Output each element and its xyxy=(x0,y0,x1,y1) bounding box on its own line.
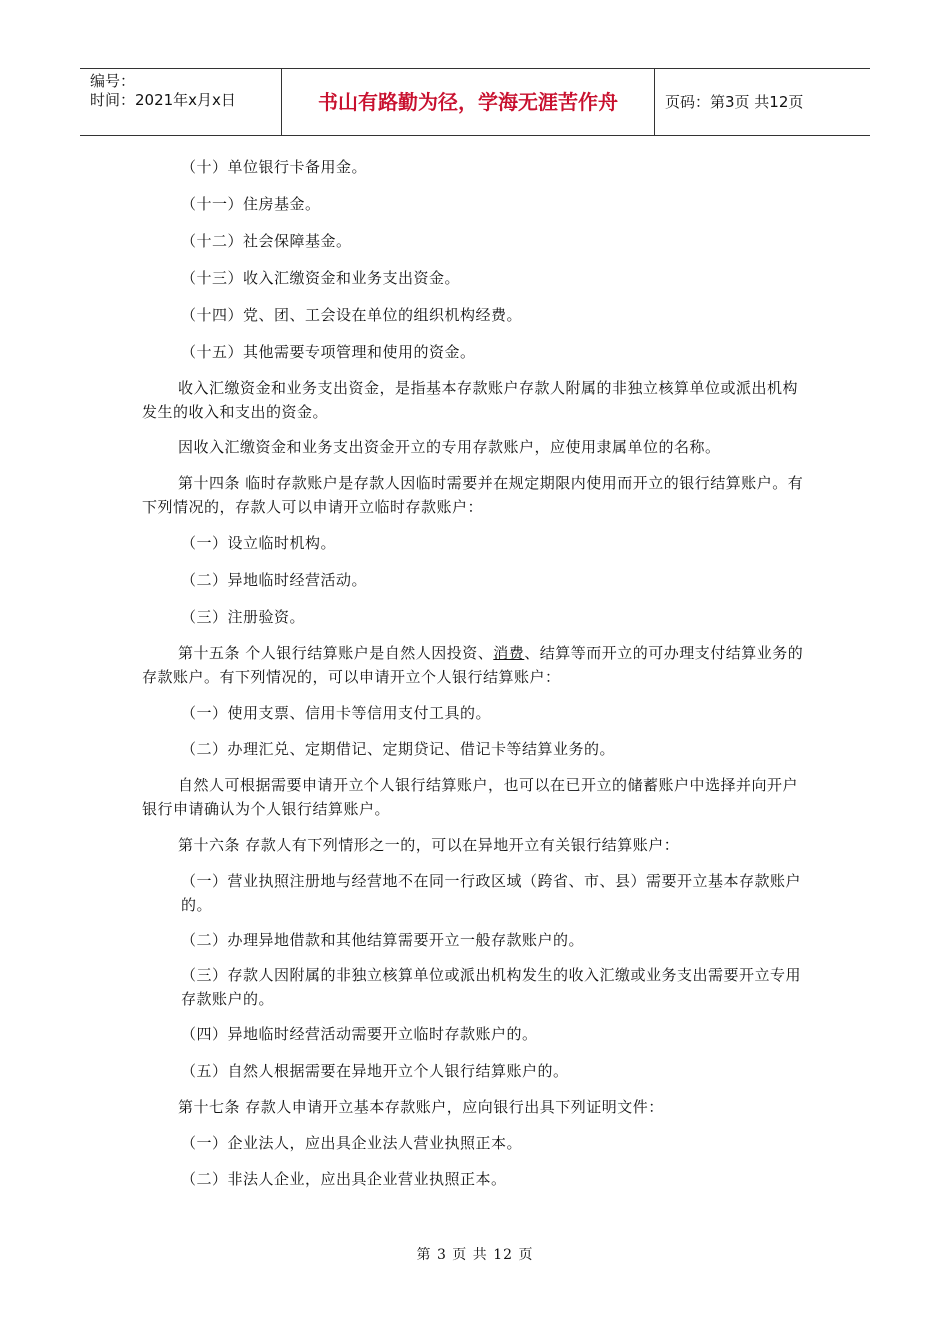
list-item: （三）存款人因附属的非独立核算单位或派出机构发生的收入汇缴或业务支出需要开立专用存款账户的。 xyxy=(181,966,802,1008)
list-item: （三）注册验资。 xyxy=(181,608,306,626)
article-15-paragraph xyxy=(142,641,810,689)
header-meta-cell xyxy=(80,69,282,135)
consumption-link[interactable]: 消费 xyxy=(493,644,525,662)
list-item: （五）自然人根据需要在异地开立个人银行结算账户的。 xyxy=(181,1062,569,1080)
body-paragraph: 因收入汇缴资金和业务支出资金开立的专用存款账户，应使用隶属单位的名称。 xyxy=(178,438,721,456)
page-footer: 第 3 页 共 12 页 xyxy=(416,1247,534,1263)
list-item: （二）办理异地借款和其他结算需要开立一般存款账户的。 xyxy=(181,931,585,949)
list-item: （一）企业法人，应出具企业法人营业执照正本。 xyxy=(181,1134,523,1152)
list-item: （十一）住房基金。 xyxy=(181,195,321,213)
document-date-label: 时间：2021年x月x日 xyxy=(90,91,236,109)
article-16-paragraph: 第十六条 存款人有下列情形之一的，可以在异地开立有关银行结算账户： xyxy=(178,836,680,854)
body-paragraph: 自然人可根据需要申请开立个人银行结算账户，也可以在已开立的储蓄账户中选择并向开户银行申请确认为个人银行结算账户。 xyxy=(142,776,799,818)
document-number-label: 编号： xyxy=(90,72,136,90)
list-item: （一）使用支票、信用卡等信用支付工具的。 xyxy=(181,704,492,722)
list-item: （十二）社会保障基金。 xyxy=(181,232,352,250)
header-page-number: 页码：第3页 共12页 xyxy=(665,93,804,111)
article-15-text-before: 第十五条 个人银行结算账户是自然人因投资、 xyxy=(178,644,494,662)
list-item: （十三）收入汇缴资金和业务支出资金。 xyxy=(181,269,461,287)
list-item: （二）异地临时经营活动。 xyxy=(181,571,368,589)
article-14-paragraph: 第十四条 临时存款账户是存款人因临时需要并在规定期限内使用而开立的银行结算账户。有下列情况的，存款人可以申请开立临时存款账户： xyxy=(142,474,804,516)
list-item: （一）设立临时机构。 xyxy=(181,534,337,552)
list-item: （十）单位银行卡备用金。 xyxy=(181,158,368,176)
list-item: （十四）党、团、工会设在单位的组织机构经费。 xyxy=(181,306,523,324)
list-item: （四）异地临时经营活动需要开立临时存款账户的。 xyxy=(181,1025,538,1043)
article-17-paragraph: 第十七条 存款人申请开立基本存款账户，应向银行出具下列证明文件： xyxy=(178,1098,664,1116)
page-header xyxy=(80,68,870,136)
header-motto: 书山有路勤为径，学海无涯苦作舟 xyxy=(282,69,655,135)
list-item: （二）办理汇兑、定期借记、定期贷记、借记卡等结算业务的。 xyxy=(181,740,616,758)
body-paragraph: 收入汇缴资金和业务支出资金，是指基本存款账户存款人附属的非独立核算单位或派出机构发生的收入和支出的资金。 xyxy=(142,379,799,421)
list-item: （一）营业执照注册地与经营地不在同一行政区域（跨省、市、县）需要开立基本存款账户的。 xyxy=(181,872,802,914)
list-item: （十五）其他需要专项管理和使用的资金。 xyxy=(181,343,476,361)
article-15-text-after: 、结算等而开立的可办理支付结算业务的存款账户。有下列情况的，可以申请开立个人银行结算账户： xyxy=(142,644,804,686)
document-body xyxy=(142,155,810,1191)
list-item: （二）非法人企业，应出具企业营业执照正本。 xyxy=(181,1170,507,1188)
